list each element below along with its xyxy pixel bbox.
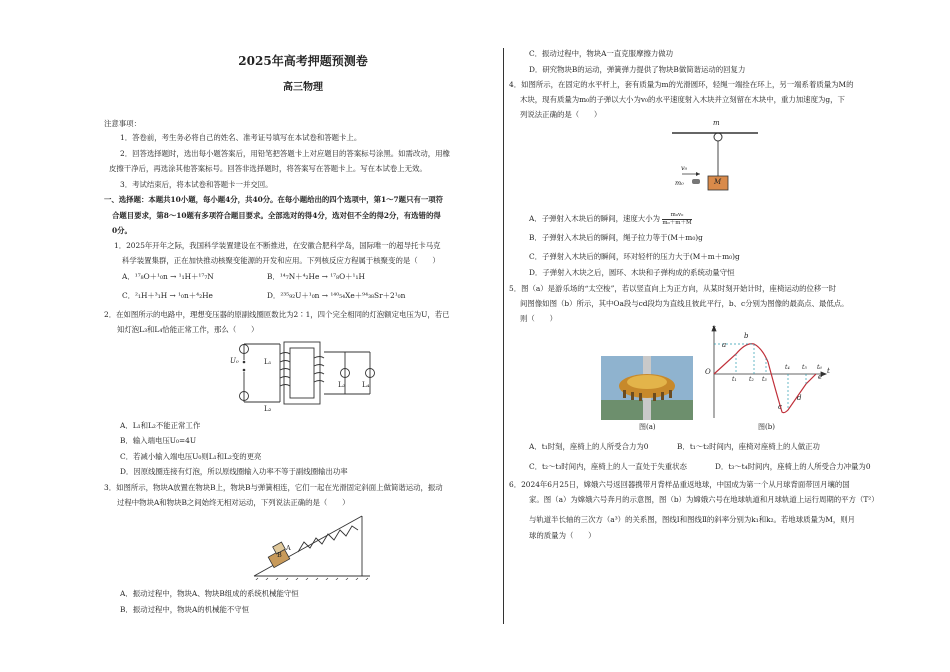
q5-fig-a-caption: 图(a): [639, 423, 656, 431]
section1-line1: 一、选择题：本题共10小题，每小题4分，共40分。在每小题给出的四个选项中，第1～7题只有一项符: [104, 195, 444, 204]
q5-option-a: A．t₁时刻，座椅上的人所受合力为0: [529, 442, 649, 451]
q2-label-l1: L₁: [264, 358, 272, 366]
q2-label-l4: L₄: [362, 381, 370, 389]
q2-stem-2: 知灯泡L₃和L₄恰能正常工作，那么（ ）: [117, 325, 259, 334]
q6-stem-1: 6．2024年6月25日，嫦娥六号返回器携带月背样品重返地球，中国成为第一个从月球背面带回月壤的国: [509, 480, 850, 489]
q2-option-d: D．因原线圈连接有灯泡，所以原线圈输入功率不等于副线圈输出功率: [120, 467, 348, 476]
q5-axis-x: x: [712, 324, 716, 332]
q4-option-c: [529, 251, 740, 262]
section1-line3: 0分。: [112, 226, 132, 235]
q1-option-a: A．¹⁷₈O＋¹₀n → ¹₁H＋¹⁷₇N: [122, 272, 214, 281]
q3-stem-2: 过程中物块A和物块B之间始终无相对运动，下列说法正确的是（ ）: [117, 498, 350, 507]
left-column: [104, 0, 494, 672]
q5-point-e: e: [818, 373, 823, 381]
q2-circuit-figure: [230, 336, 380, 416]
q4-label-M: M: [714, 178, 722, 186]
q3-incline-figure: [252, 510, 372, 580]
q4-option-b-text: B．子弹射入木块后的瞬间，绳子拉力等于: [529, 233, 668, 242]
q2-label-l2: L₂: [264, 405, 272, 413]
q5-stem-1: 5．图（a）是游乐场的“太空梭”，若以竖直向上为正方向，从某时刻开始计时，座椅运动的位移一时: [509, 284, 837, 293]
q2-option-c: C．若减小输入端电压U₀则L₁和L₂变的更亮: [120, 452, 262, 461]
q4-option-a-denominator: m₀＋m＋M: [662, 219, 692, 226]
q5-stem-3: 则（ ）: [520, 314, 557, 323]
q2-option-a: A．L₁和L₂不能正常工作: [120, 421, 201, 430]
right-column: [509, 0, 897, 672]
q3-stem-1: 3．如图所示，物块A放置在物块B上，物块B与弹簧相连，它们一起在光滑固定斜面上做简谐运动，振动: [104, 483, 443, 492]
q1-option-d: D．²³⁵₉₂U＋¹₀n → ¹⁴⁰₅₄Xe＋⁹⁴₃₈Sr＋2¹₀n: [267, 291, 406, 300]
q5-tick-t5: t₅: [802, 364, 807, 371]
q5-point-d: d: [797, 394, 802, 402]
notice-heading: 注意事项：: [104, 119, 141, 128]
q1-stem-1: 1．2025年开年之际，我国科学装置建设在不断推进，在安徽合肥科学岛，国际唯一的超导托卡马克: [114, 241, 441, 250]
q4-option-a-numerator: m₀v₀: [662, 212, 691, 220]
q5-space-shot-photo: [601, 356, 693, 420]
q4-option-a-text: A．子弹射入木块后的瞬间，速度大小为: [529, 214, 660, 224]
q3-option-c: C．振动过程中，物块A一直克服摩擦力做功: [529, 49, 674, 58]
q4-option-b-expr: (M＋m₀)g: [667, 233, 703, 242]
q3-label-a: A: [286, 544, 291, 552]
q6-stem-2: 家。图（a）为嫦娥六号奔月的示意图，图（b）为嫦娥六号在地球轨道和月球轨道上运行周期的平方（T²）: [529, 495, 879, 504]
exam-title: 2025年高考押题预测卷: [238, 54, 368, 68]
exam-subtitle: 高三物理: [283, 82, 323, 93]
q5-fig-b-caption: 图(b): [758, 423, 775, 431]
notice-3: 3．考试结束后，将本试卷和答题卡一并交回。: [120, 180, 273, 189]
q2-stem-1: 2．在如图所示的电路中，理想变压器的原副线圈匝数比为2∶1，四个完全相同的灯泡额定电压为U，若已: [104, 310, 450, 319]
notice-1: 1．答卷前，考生务必将自己的姓名、准考证号填写在本试卷和答题卡上。: [120, 133, 362, 142]
q4-option-c-expr: (M＋m＋m₀)g: [689, 252, 740, 261]
q5-axis-t: t: [827, 367, 830, 375]
q1-option-b: B．¹⁴₇N＋⁴₂He → ¹⁷₈O＋¹₁H: [267, 272, 365, 281]
q4-option-c-text: C．子弹射入木块后的瞬间，环对轻杆的压力大于: [529, 252, 690, 261]
column-divider: [503, 48, 504, 624]
q4-option-a: [529, 212, 692, 226]
q4-label-m0: m₀: [675, 179, 684, 187]
q3-option-a: A．振动过程中，物块A、物块B组成的系统机械能守恒: [120, 589, 299, 598]
q5-tick-t3: t₃: [762, 376, 767, 383]
q4-option-b: [529, 232, 703, 243]
q5-point-c: c: [778, 403, 782, 411]
q6-stem-4: 球的质量为（ ）: [529, 531, 596, 540]
notice-2: 2．回答选择题时，选出每小题答案后，用铅笔把答题卡上对应题目的答案标号涂黑。如需改动，用橡: [120, 149, 450, 158]
q4-stem-2: 木块，现有质量为m₀的子弹以大小为v₀的水平速度射入木块并立刻留在木块中，重力加速度为g，下: [520, 95, 845, 104]
q6-stem-3: 与轨道半长轴的三次方（a³）的关系图，图线Ⅰ和图线Ⅱ的斜率分别为k₁和k₂。若地球质量为M，则月: [529, 515, 856, 524]
q4-stem-3: 列说法正确的是（ ）: [520, 110, 602, 119]
q4-option-d: D．子弹射入木块之后，圆环、木块和子弹构成的系统动量守恒: [529, 268, 735, 277]
q4-label-m: m: [713, 119, 720, 127]
q5-option-b: B．t₁～t₂时间内，座椅对座椅上的人做正功: [677, 442, 820, 451]
q5-point-b: b: [744, 332, 749, 340]
q2-label-l3: L₃: [338, 381, 346, 389]
q5-point-a: a: [722, 341, 727, 349]
q5-option-d: D．t₃～t₄时间内，座椅上的人所受合力冲量为0: [715, 462, 871, 471]
q5-tick-t6: t₆: [817, 364, 822, 371]
q5-origin: O: [705, 368, 711, 376]
q3-label-b: B: [277, 551, 282, 559]
section1-line2: 合题目要求，第8～10题有多项符合题目要求。全部选对的得4分，选对但不全的得2分，有选错的得: [112, 211, 441, 220]
q5-option-c: C．t₂～t₃时间内，座椅上的人一直处于失重状态: [529, 462, 687, 471]
q1-option-c: C．²₁H＋³₁H → ¹₀n＋⁴₂He: [122, 291, 213, 300]
q5-xt-graph: [700, 322, 830, 422]
q4-label-v0: v₀: [681, 164, 688, 172]
q5-tick-t1: t₁: [732, 376, 737, 383]
q3-option-b: B．振动过程中，物块A的机械能不守恒: [120, 605, 250, 614]
q5-stem-2: 间图像如图（b）所示，其中Oa段与cd段均为直线且彼此平行，b、c分别为图像的最高点、最低点。: [520, 299, 849, 308]
q5-tick-t2: t₂: [749, 376, 754, 383]
q1-stem-2: 科学装置集群，正在加快推动核聚变能源的开发和应用。下列核反应方程属于核聚变的是（ ）: [122, 256, 440, 265]
q3-option-d: D．研究物块B的运动，弹簧弹力提供了物块B做简谐运动的回复力: [529, 65, 746, 74]
q4-option-a-fraction: [662, 212, 691, 226]
q2-label-u0: U₀: [230, 357, 239, 365]
q2-option-b: B．输入端电压U₀=4U: [120, 436, 197, 445]
notice-2b: 皮擦干净后，再选涂其他答案标号。回答非选择题时，将答案写在答题卡上。写在本试卷上无效。: [109, 164, 427, 173]
q4-stem-1: 4．如图所示，在固定的水平杆上，套有质量为m的光滑圆环，轻绳一端拴在环上，另一端系着质量为M的: [509, 80, 854, 89]
q5-tick-t4: t₄: [785, 364, 790, 371]
